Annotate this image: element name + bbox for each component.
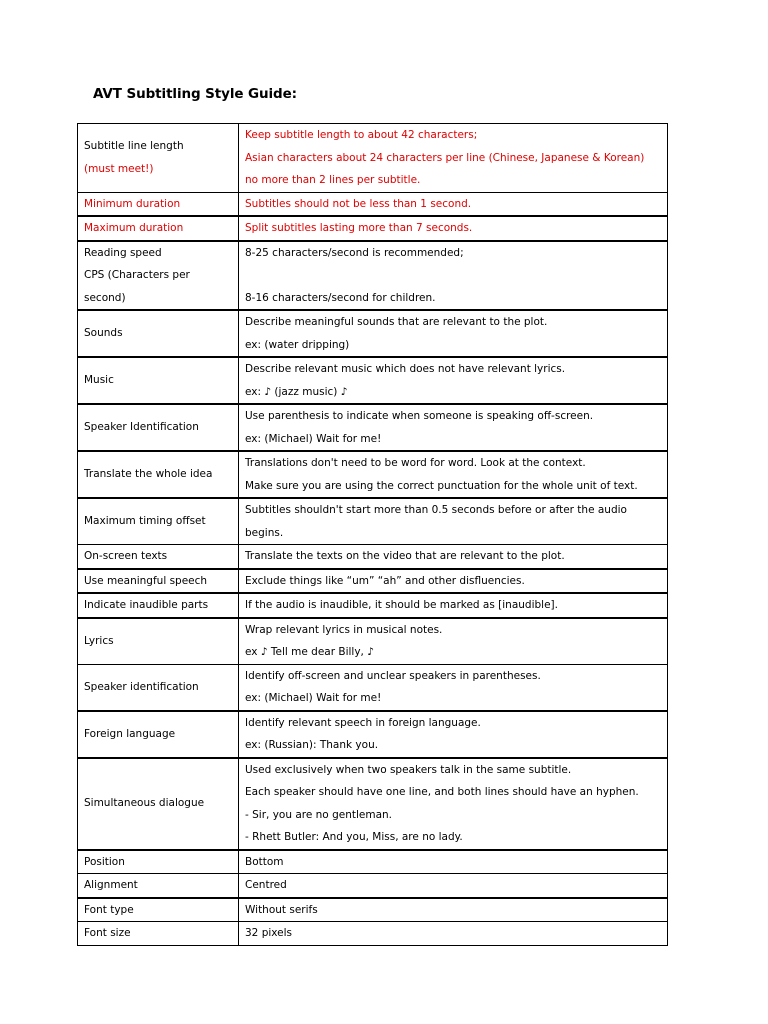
rule-label-cell [78, 874, 239, 898]
rule-description-cell [239, 192, 668, 216]
rule-description: Asian characters about 24 characters per line (Chinese, Japanese & Korean) [245, 151, 645, 164]
rule-label: On-screen texts [84, 550, 168, 562]
rule-description-cell [239, 310, 668, 357]
rule-label-cell [78, 850, 239, 874]
rule-description: no more than 2 lines per subtitle. [245, 174, 421, 186]
rule-description: Centred [245, 879, 287, 891]
rule-label: (must meet!) [84, 162, 154, 175]
rule-description-cell [239, 241, 668, 311]
table-row [78, 898, 668, 922]
rule-label-cell [78, 451, 239, 498]
rule-label-cell [78, 404, 239, 451]
table-row [78, 124, 668, 193]
rule-label: Font size [84, 927, 131, 939]
rule-description: Translate the texts on the video that are relevant to the plot. [245, 550, 565, 562]
rule-description: Translations don't need to be word for word. Look at the context. [245, 457, 586, 469]
rule-description: 8-16 characters/second for children. [245, 291, 436, 304]
rule-label: Lyrics [84, 634, 114, 647]
rule-label: Use meaningful speech [84, 574, 208, 587]
table-row [78, 922, 668, 946]
rule-description: ex: (Russian): Thank you. [245, 739, 379, 751]
rule-label: Simultaneous dialogue [84, 797, 205, 810]
table-row [78, 593, 668, 618]
rule-label-cell [78, 216, 239, 241]
rule-description: - Rhett Butler: And you, Miss, are no lady. [245, 831, 463, 843]
rule-label-cell [78, 922, 239, 946]
rule-label-cell [78, 310, 239, 357]
rule-description: Subtitles should not be less than 1 second. [245, 197, 472, 210]
rule-label-cell [78, 357, 239, 404]
rule-label-cell [78, 569, 239, 594]
rule-description: begins. [245, 526, 284, 539]
rule-description-cell [239, 898, 668, 922]
table-row [78, 310, 668, 357]
rule-label-cell [78, 241, 239, 311]
rule-description: 32 pixels [245, 927, 293, 939]
rule-label-cell [78, 192, 239, 216]
rule-label: Maximum duration [84, 222, 184, 234]
rule-label: Maximum timing offset [84, 515, 206, 528]
rule-description: ex ♪ Tell me dear Billy, ♪ [245, 646, 374, 658]
rule-label-cell [78, 898, 239, 922]
rule-description-cell [239, 216, 668, 241]
rule-description: Without serifs [245, 903, 318, 916]
table-row [78, 850, 668, 874]
rule-description-cell [239, 545, 668, 569]
rule-description-cell [239, 874, 668, 898]
table-row [78, 758, 668, 850]
style-guide-table-body [78, 124, 668, 946]
rule-description: ex: (Michael) Wait for me! [245, 692, 382, 704]
rule-label-cell [78, 711, 239, 758]
rule-label-cell [78, 618, 239, 665]
table-row [78, 216, 668, 241]
rule-label: Reading speed [84, 246, 162, 259]
rule-description: Identify off-screen and unclear speakers in parentheses. [245, 669, 541, 682]
rule-description: Used exclusively when two speakers talk in the same subtitle. [245, 763, 572, 776]
rule-description: ex: (Michael) Wait for me! [245, 432, 382, 445]
rule-description: Each speaker should have one line, and both lines should have an hyphen. [245, 786, 639, 798]
rule-label-cell [78, 498, 239, 545]
rule-description-cell [239, 618, 668, 665]
rule-label: Position [84, 855, 125, 868]
rule-label-cell [78, 124, 239, 193]
rule-label: Sounds [84, 327, 123, 340]
rule-description: If the audio is inaudible, it should be marked as [inaudible]. [245, 599, 558, 611]
table-row [78, 192, 668, 216]
rule-description-cell [239, 451, 668, 498]
rule-label: Font type [84, 903, 134, 916]
rule-description-cell [239, 357, 668, 404]
rule-description: 8-25 characters/second is recommended; [245, 246, 464, 259]
rule-description: Split subtitles lasting more than 7 seconds. [245, 222, 473, 234]
rule-description: Use parenthesis to indicate when someone is speaking off-screen. [245, 410, 594, 422]
rule-description: Subtitles shouldn't start more than 0.5 seconds before or after the audio [245, 504, 627, 516]
table-row [78, 404, 668, 451]
rule-description: Exclude things like “um” “ah” and other disfluencies. [245, 574, 525, 587]
table-row [78, 451, 668, 498]
rule-description: Describe relevant music which does not have relevant lyrics. [245, 363, 566, 375]
rule-label: Speaker identification [84, 680, 199, 693]
table-row [78, 357, 668, 404]
rule-description-cell [239, 569, 668, 594]
rule-description: Bottom [245, 855, 284, 868]
rule-description-cell [239, 124, 668, 193]
rule-description-cell [239, 664, 668, 711]
document-title: AVT Subtitling Style Guide: [93, 86, 297, 102]
rule-label: Translate the whole idea [84, 468, 213, 481]
rule-label: Subtitle line length [84, 140, 184, 153]
rule-label-cell [78, 664, 239, 711]
rule-label-cell [78, 545, 239, 569]
rule-label: Speaker Identification [84, 421, 199, 434]
rule-label-cell [78, 593, 239, 618]
rule-label: CPS (Characters per [84, 269, 190, 281]
rule-description-cell [239, 404, 668, 451]
line-spacer [245, 264, 661, 287]
rule-description-cell [239, 498, 668, 545]
rule-label: Minimum duration [84, 197, 181, 210]
rule-label: Music [84, 374, 114, 387]
rule-label: Foreign language [84, 727, 176, 740]
table-row [78, 664, 668, 711]
rule-label-cell [78, 758, 239, 850]
rule-description: Describe meaningful sounds that are relevant to the plot. [245, 316, 548, 328]
rule-description: Wrap relevant lyrics in musical notes. [245, 623, 443, 636]
rule-description-cell [239, 922, 668, 946]
rule-description-cell [239, 711, 668, 758]
rule-description: ex: (water dripping) [245, 338, 350, 351]
rule-label: Alignment [84, 879, 138, 891]
table-row [78, 545, 668, 569]
table-row [78, 498, 668, 545]
rule-description-cell [239, 758, 668, 850]
rule-description-cell [239, 850, 668, 874]
table-row [78, 618, 668, 665]
rule-description: Identify relevant speech in foreign language. [245, 716, 481, 729]
table-row [78, 241, 668, 311]
rule-label: Indicate inaudible parts [84, 599, 209, 611]
rule-description: - Sir, you are no gentleman. [245, 808, 392, 821]
rule-description: ex: ♪ (jazz music) ♪ [245, 385, 348, 398]
table-row [78, 569, 668, 594]
table-row [78, 874, 668, 898]
table-row [78, 711, 668, 758]
style-guide-table [77, 123, 668, 946]
rule-description-cell [239, 593, 668, 618]
rule-description: Keep subtitle length to about 42 characters; [245, 129, 478, 141]
rule-description: Make sure you are using the correct punctuation for the whole unit of text. [245, 479, 638, 492]
rule-label: second) [84, 291, 126, 304]
